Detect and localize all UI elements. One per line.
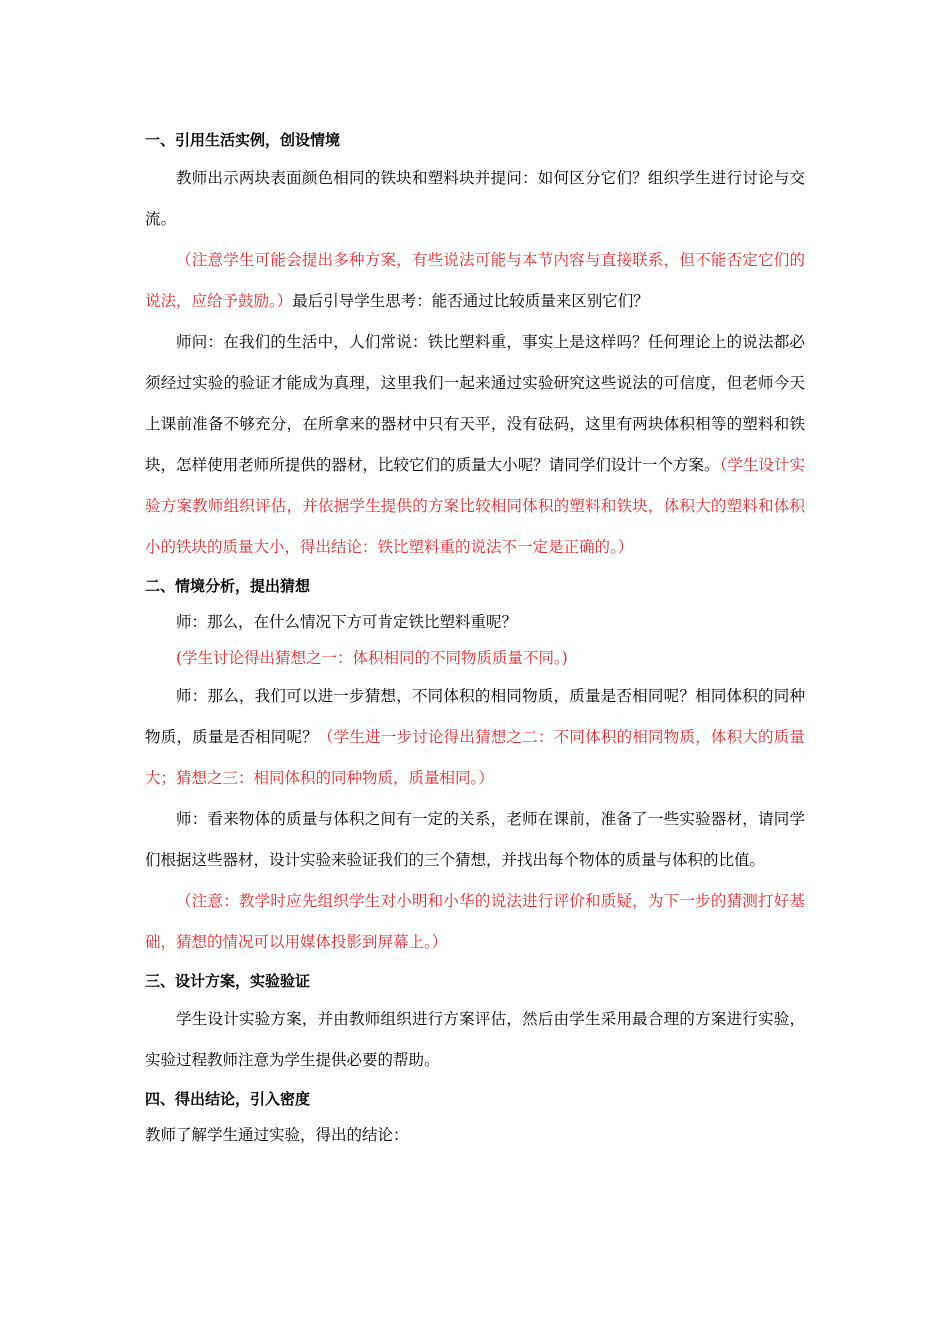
section-2-paragraph-3-text: 师：那么，我们可以进一步猜想，不同体积的相同物质，质量是否相同呢？相同体积的同种物质，质量是否相同呢？: [145, 687, 805, 746]
section-2-paragraph-4: 师：看来物体的质量与体积之间有一定的关系，老师在课前，准备了一些实验器材，请同学们根据这些器材，设计实验来验证我们的三个猜想，并找出每个物体的质量与体积的比值。: [145, 810, 805, 869]
section-2-note-3: （注意：教学时应先组织学生对小明和小华的说法进行评价和质疑，为下一步的猜测打好基础，猜想的情况可以用媒体投影到屏幕上。）: [145, 892, 805, 951]
section-2-heading: 二、情境分析，提出猜想: [145, 577, 311, 595]
section-2-paragraph-1: 师：那么，在什么情况下方可肯定铁比塑料重呢？: [176, 613, 518, 631]
section-2-note-2: （学生进一步讨论得出猜想之二：不同体积的相同物质，体积大的质量大；猜想之三：相同体积的同种物质，质量相同。）: [145, 728, 805, 787]
section-3-paragraph-1: 学生设计实验方案，并由教师组织进行方案评估，然后由学生采用最合理的方案进行实验，实验过程教师注意为学生提供必要的帮助。: [145, 1010, 805, 1069]
section-1-paragraph-3-text: 师问：在我们的生活中，人们常说：铁比塑料重，事实上是这样吗？任何理论上的说法都必须经过实验的验证才能成为真理，这里我们一起来通过实验研究这些说法的可信度，但老师今天上课前准备不够充分，在所拿来的器材中只有天平，没有砝码，这里有两块体积相等的塑料和铁块，怎样使用老师所提供的器材，比较它们的质量大小呢？请同学们设计一个方案。: [145, 333, 805, 474]
section-3-heading: 三、设计方案，实验验证: [145, 972, 311, 990]
section-1-note-1: （注意学生可能会提出多种方案，有些说法可能与本节内容与直接联系，但不能否定它们的说法，应给予鼓励。）: [145, 251, 805, 310]
section-4-heading: 四、得出结论，引入密度: [145, 1090, 311, 1108]
section-1-paragraph-2-text: 最后引导学生思考：能否通过比较质量来区别它们？: [292, 292, 649, 310]
document-body: [145, 122, 805, 1153]
section-4-paragraph-1: 教师了解学生通过实验，得出的结论：: [145, 1126, 409, 1144]
section-2-paragraph-3: [145, 676, 805, 799]
section-1-paragraph-1: 教师出示两块表面颜色相同的铁块和塑料块并提问：如何区分它们？组织学生进行讨论与交流。: [145, 169, 805, 228]
section-1-note-2: （学生设计实验方案教师组织评估，并依据学生提供的方案比较相同体积的塑料和铁块，体积大的塑料和体积小的铁块的质量大小，得出结论：铁比塑料重的说法不一定是正确的。）: [145, 456, 805, 556]
section-1-paragraph-2: [145, 240, 805, 322]
section-1-heading: 一、引用生活实例，创设情境: [145, 131, 341, 149]
section-2-note-1: (学生讨论得出猜想之一：体积相同的不同物质质量不同。): [176, 649, 568, 667]
section-1-paragraph-3: [145, 322, 805, 568]
